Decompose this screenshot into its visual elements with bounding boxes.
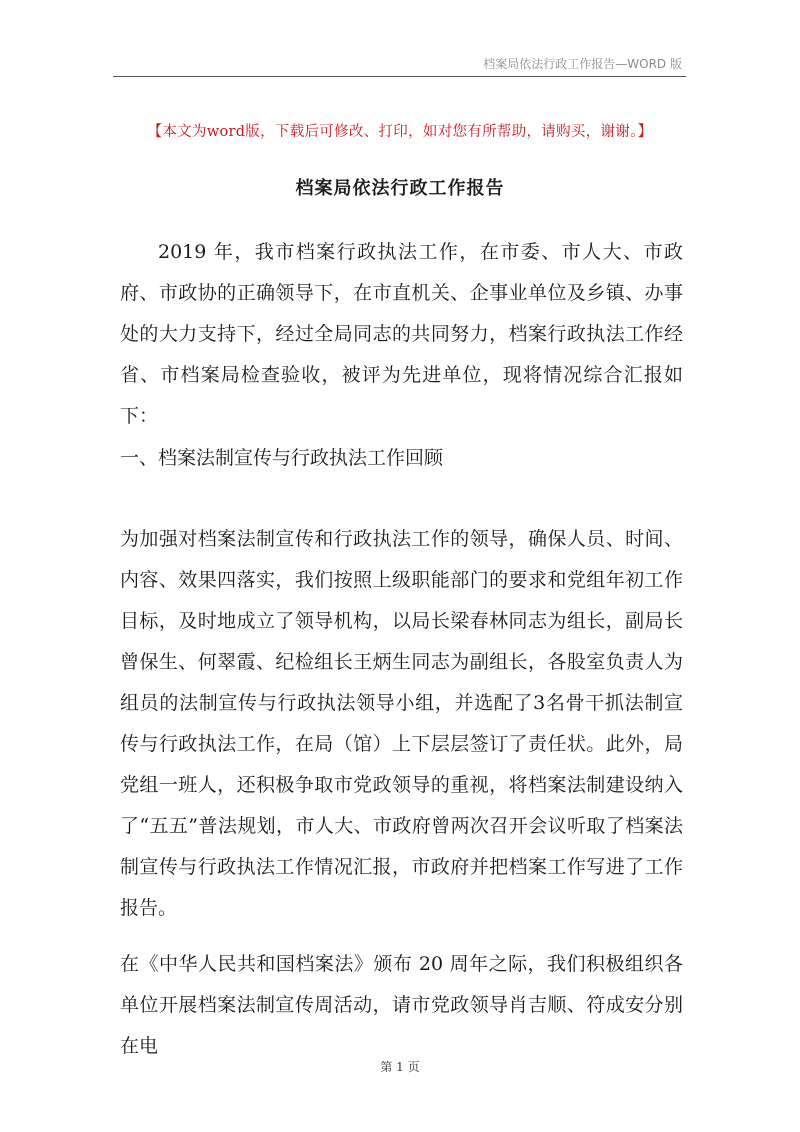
intro-paragraph: 2019 年，我市档案行政执法工作，在市委、市人大、市政府、市政协的正确领导下，在市直机关、企事业单位及乡镇、办事处的大力支持下，经过全局同志的共同努力，档案行政执法工作经省、市档案局检查验收，被评为先进单位，现将情况综合汇报如下： (120, 241, 683, 427)
body-paragraph-2: 在《中华人民共和国档案法》颁布 20 周年之际，我们积极组织各单位开展档案法制宣传周活动，请市党政领导肖吉顺、符成安分别在电 (120, 953, 683, 1057)
document-title: 档案局依法行政工作报告 (295, 178, 505, 199)
header-divider (113, 76, 686, 77)
body-paragraph-1: 为加强对档案法制宣传和行政执法工作的领导，确保人员、时间、内容、效果四落实，我们按照上级职能部门的要求和党组年初工作目标，及时地成立了领导机构，以局长梁春林同志为组长，副局长曾保生、何翠霞、纪检组长王炳生同志为副组长，各股室负责人为组员的法制宣传与行政执法领导小组，并选配了3名骨干抓法制宣传与行政执法工作，在局（馆）上下层层签订了责任状。此外，局党组一班人，还积极争取市党政领导的重视，将档案法制建设纳入了“五五”普法规划，市人大、市政府曾两次召开会议听取了档案法制宣传与行政执法工作情况汇报，市政府并把档案工作写进了工作报告。 (120, 528, 683, 919)
section-heading: 一、档案法制宣传与行政执法工作回顾 (120, 447, 444, 469)
running-header: 档案局依法行政工作报告—WORD 版 (483, 57, 682, 71)
page-number: 第 1 页 (380, 1060, 420, 1074)
purchase-notice: 【本文为word版，下载后可修改、打印，如对您有所帮助，请购买，谢谢。】 (147, 124, 653, 140)
